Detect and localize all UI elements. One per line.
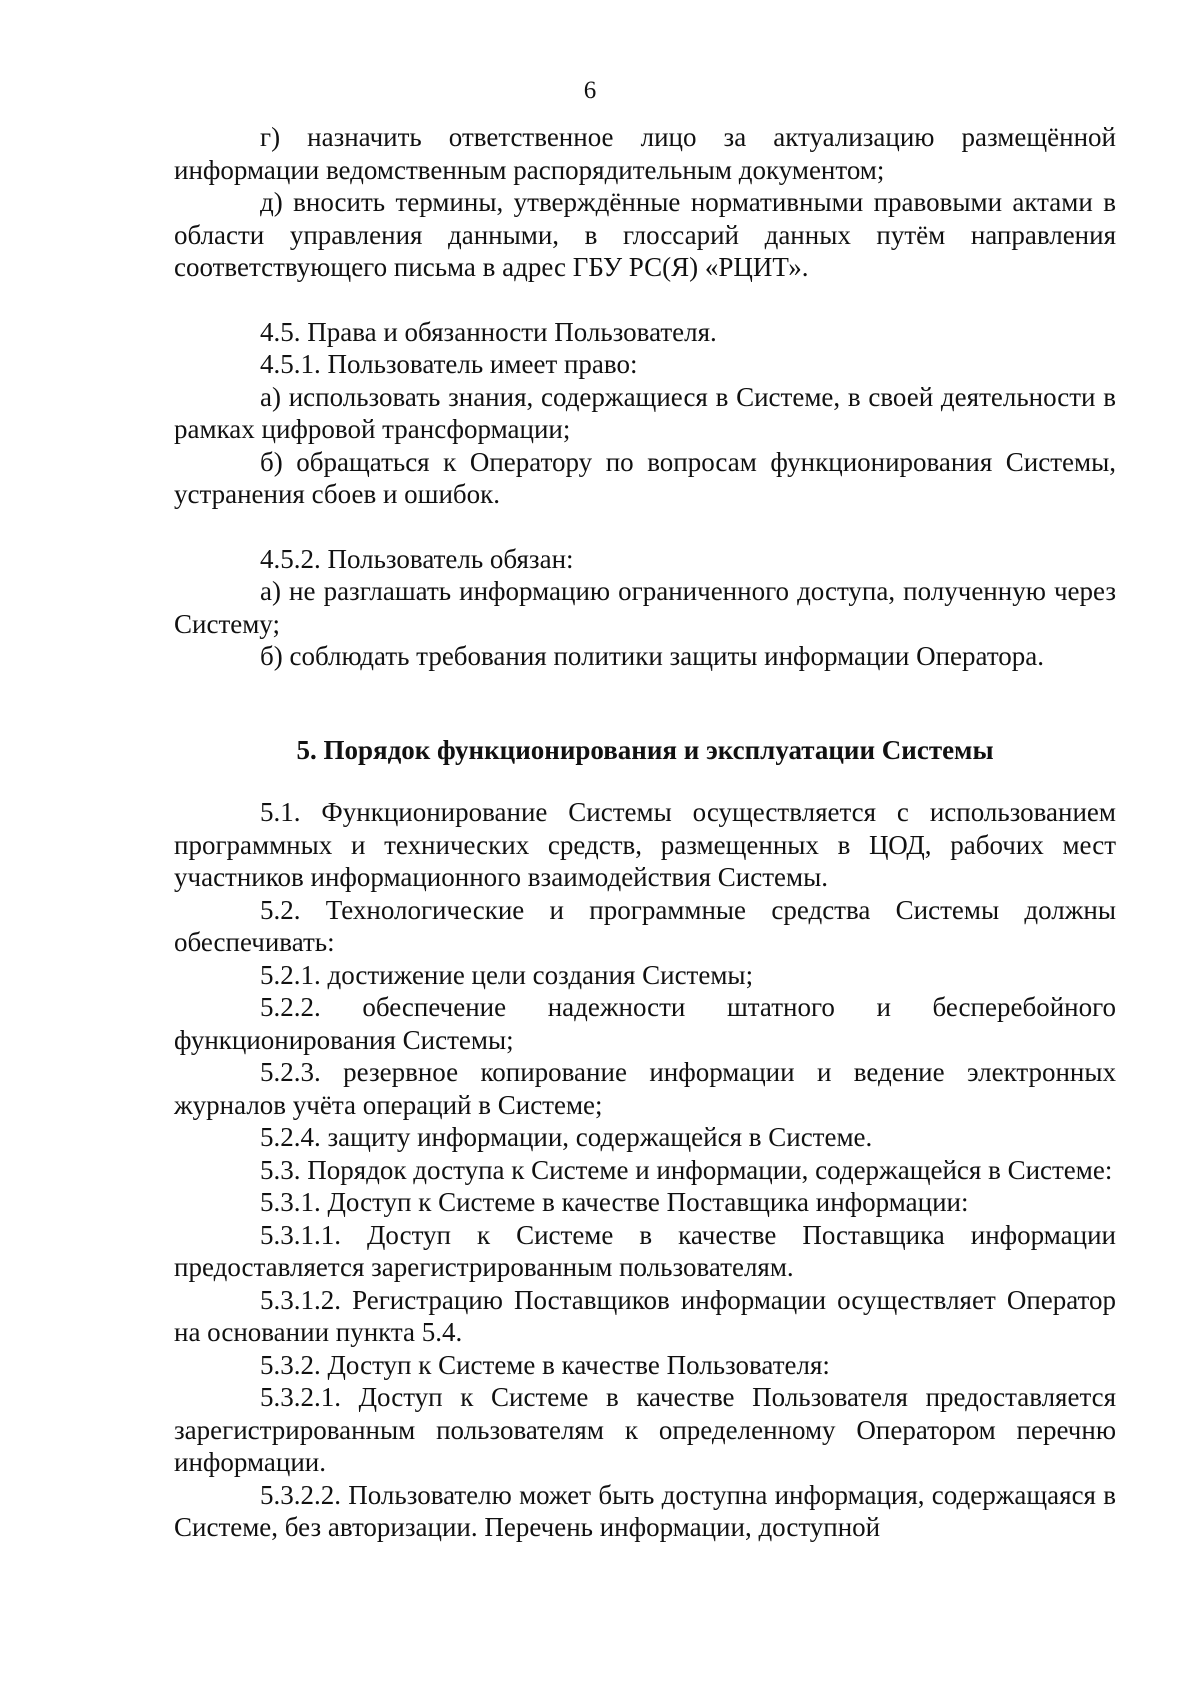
paragraph-5-2-4: 5.2.4. защиту информации, содержащейся в Системе. (260, 1122, 873, 1152)
paragraph-4-5: 4.5. Права и обязанности Пользователя. (260, 316, 717, 347)
paragraph-5-2-1: 5.2.1. достижение цели создания Системы; (260, 959, 754, 990)
paragraph-d: д) вносить термины, утверждённые нормативными правовыми актами в области управления данными, в глоссарий данных путём направления соответствующего письма в адрес ГБУ РС(Я) «РЦИТ». (174, 187, 1116, 282)
paragraph-5-3-2-1: 5.3.2.1. Доступ к Системе в качестве Пользователя предоставляется зарегистрированным пользователям к определенному Оператором перечню информации. (174, 1382, 1116, 1477)
spacer (174, 673, 1116, 734)
spacer (174, 511, 1116, 543)
section-heading: 5. Порядок функционирования и эксплуатации Системы (296, 734, 994, 765)
paragraph-4-5-2-b: б) соблюдать требования политики защиты информации Оператора. (260, 641, 1045, 671)
paragraph-5-3-2: 5.3.2. Доступ к Системе в качестве Пользователя: (260, 1349, 830, 1380)
paragraph-4-5-2-a: а) не разглашать информацию ограниченного доступа, полученную через Систему; (174, 576, 1116, 639)
paragraph-4-5-2: 4.5.2. Пользователь обязан: (260, 543, 574, 574)
document-body (174, 121, 1116, 1544)
paragraph-g: г) назначить ответственное лицо за актуализацию размещённой информации ведомственным распорядительным документом; (174, 122, 1116, 185)
paragraph-5-3-1: 5.3.1. Доступ к Системе в качестве Поставщика информации: (260, 1187, 969, 1217)
spacer (174, 284, 1116, 316)
page-number: 6 (583, 77, 597, 104)
spacer (174, 766, 1116, 796)
paragraph-5-3: 5.3. Порядок доступа к Системе и информации, содержащейся в Системе: (260, 1154, 1113, 1185)
paragraph-4-5-1-b: б) обращаться к Оператору по вопросам функционирования Системы, устранения сбоев и ошибок. (174, 446, 1116, 509)
paragraph-5-3-2-2: 5.3.2.2. Пользователю может быть доступна информация, содержащаяся в Системе, без авторизации. Перечень информации, доступной (174, 1479, 1116, 1542)
paragraph-4-5-1-a: а) использовать знания, содержащиеся в Системе, в своей деятельности в рамках цифровой трансформации; (174, 381, 1116, 444)
paragraph-5-2: 5.2. Технологические и программные средства Системы должны обеспечивать: (174, 894, 1116, 957)
paragraph-5-2-2: 5.2.2. обеспечение надежности штатного и бесперебойного функционирования Системы; (174, 992, 1116, 1055)
paragraph-5-2-3: 5.2.3. резервное копирование информации и ведение электронных журналов учёта операций в Системе; (174, 1057, 1116, 1120)
paragraph-5-1: 5.1. Функционирование Системы осуществляется с использованием программных и технических средств, размещенных в ЦОД, рабочих мест участников информационного взаимодействия Системы. (174, 797, 1116, 892)
paragraph-4-5-1: 4.5.1. Пользователь имеет право: (260, 349, 638, 379)
paragraph-5-3-1-1: 5.3.1.1. Доступ к Системе в качестве Поставщика информации предоставляется зарегистрированным пользователям. (174, 1219, 1116, 1282)
paragraph-5-3-1-2: 5.3.1.2. Регистрацию Поставщиков информации осуществляет Оператор на основании пункта 5.4. (174, 1284, 1116, 1347)
